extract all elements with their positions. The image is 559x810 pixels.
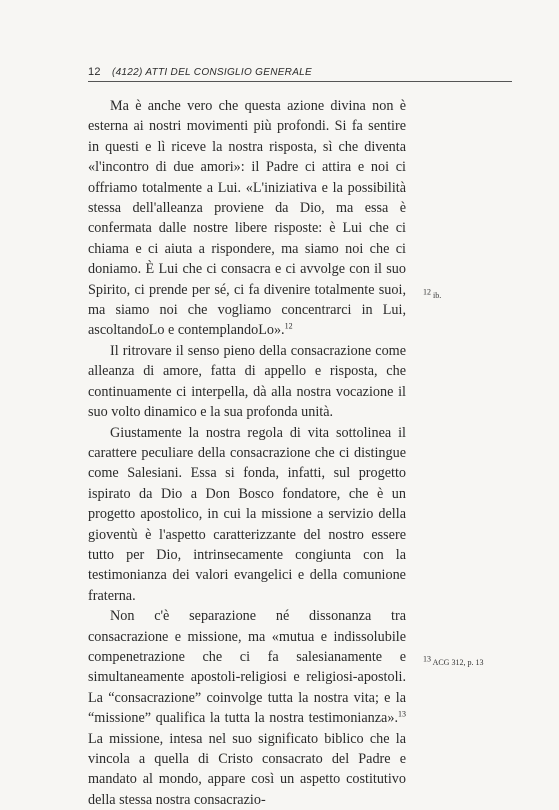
- paragraph: [88, 341, 406, 423]
- footnote-ref: 13: [398, 709, 406, 719]
- paragraph: [88, 606, 406, 810]
- page-number: 12: [88, 66, 101, 78]
- paragraph: [88, 423, 406, 607]
- margin-note-mark: 13: [423, 654, 431, 664]
- paragraph-text: Ma è anche vero che questa azione divina non è esterna ai nostri movimenti più profondi. Si fa sentire in questi e lì riceve la nostra risposta, sì che diventa «l'incontro di due amori»: il Padre ci attira e noi ci offriamo totalmente a Lui. «L'iniziativa e la possibilità stessa dell'alleanza proviene da Dio, ma essa è confermata dalle nostre libere risposte: è Lui che ci chiama e ci aiuta a rispondere, ma siamo noi che ci doniamo. È Lui che ci consacra e ci avvolge con il suo Spirito, ci prende per sé, ci fa divenire totalmente suoi, ma siamo noi che vogliamo concentrarci in Lui, ascoltandoLo e contemplandoLo».: [88, 98, 406, 339]
- running-title: (4122) ATTI DEL CONSIGLIO GENERALE: [111, 67, 313, 78]
- margin-note: [423, 287, 442, 300]
- running-header: [88, 66, 512, 78]
- paragraph: [88, 96, 406, 341]
- paragraph-text-continued: La missione, intesa nel suo significato biblico che la vincola a quella di Cristo consacrato del Padre e mandato al mondo, appare così un aspetto costitutivo della stessa nostra consacrazio-: [88, 730, 406, 808]
- paragraph-text: Non c'è separazione né dissonanza tra consacrazione e missione, ma «mutua e indissolubile compenetrazione che ci fa salesianamente e simultaneamente apostoli-religiosi e religiosi-apostoli. La “consacrazione” coinvolge tutta la nostra vita; e la “missione” qualifica la tutta la nostra testimonianza».: [88, 608, 406, 727]
- header-rule: [88, 81, 512, 82]
- paragraph-text: Giustamente la nostra regola di vita sottolinea il carattere peculiare della consacrazione che ci distingue come Salesiani. Essa si fonda, infatti, sul progetto ispirato da Dio a Don Bosco fondatore, che è un progetto apostolico, in cui la missione a servizio della gioventù è l'aspetto caratterizzante del nostro essere tutto per Dio, intrinsecamente congiunta con la testimonianza dei valori evangelici e della comunione fraterna.: [88, 424, 406, 604]
- margin-note-text: ib.: [433, 291, 442, 300]
- margin-note-text: ACG 312, p. 13: [432, 658, 484, 667]
- body-text: [88, 96, 406, 810]
- margin-note: [423, 654, 484, 667]
- margin-note-mark: 12: [423, 287, 431, 297]
- footnote-ref: 12: [284, 321, 293, 331]
- paragraph-text: Il ritrovare il senso pieno della consacrazione come alleanza di amore, fatta di appello e risposta, che continuamente ci interpella, dà alla nostra vocazione il suo volto dinamico e la sua profonda unità.: [88, 342, 406, 421]
